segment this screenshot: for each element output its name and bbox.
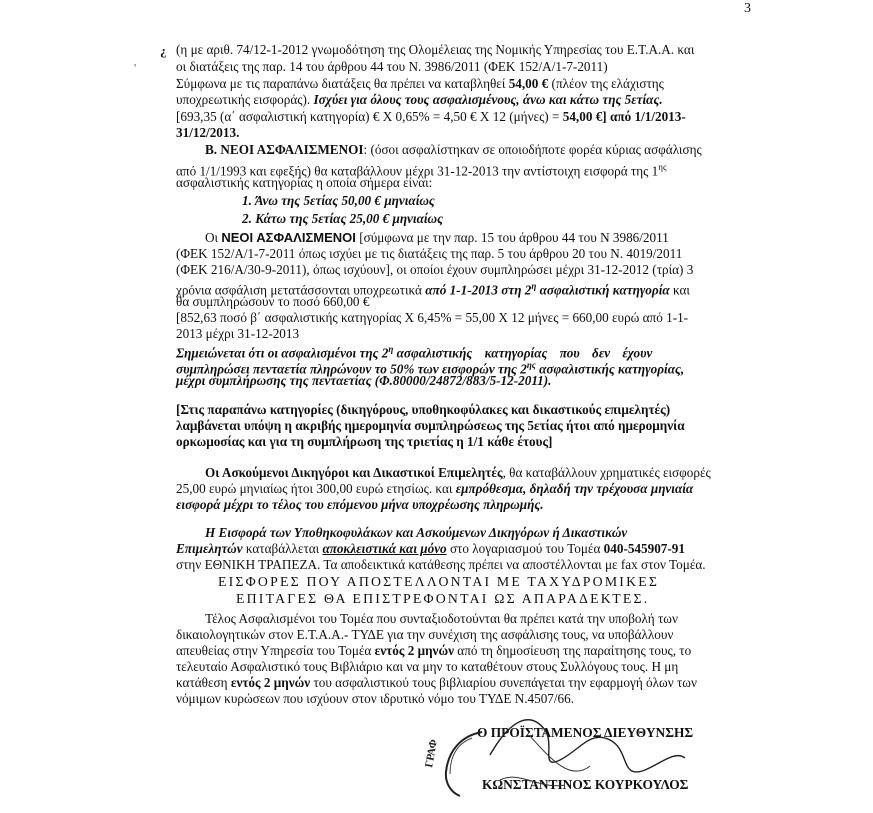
retire-line-3 bbox=[176, 644, 691, 659]
text: ασφαλιστικής κατηγορίας, bbox=[539, 361, 685, 377]
text: απευθείας στην Υπηρεσία του Τομέα bbox=[176, 643, 372, 658]
new-insured-line-2: (ΦΕΚ 152/Α/1-7-2011 όπως ισχύει με τις διατάξεις της παρ. 5 του άρθρου 20 του Ν. 4019/2011 bbox=[176, 246, 683, 261]
trainee-title: Οι Ασκούμενοι Δικηγόροι και Δικαστικοί Επιμελητές bbox=[205, 465, 503, 480]
retire-line-1: Τέλος Ασφαλισμένοι του Τομέα που συνταξιοδοτούνται θα πρέπει κατά την υποβολή των bbox=[205, 611, 678, 626]
text: Σύμφωνα με τις παραπάνω διατάξεις θα πρέπει να καταβληθεί bbox=[176, 76, 506, 91]
new-insured-line-5: θα συμπληρώσουν το ποσό 660,00 € bbox=[176, 294, 370, 309]
text: κατάθεση bbox=[176, 675, 228, 690]
text: [σύμφωνα με την παρ. 15 του άρθρου 44 του Ν 3986/2011 bbox=[359, 230, 669, 245]
payment-line-1: Η Εισφορά των Υποθηκοφυλάκων και Ασκούμενων Δικηγόρων ή Δικαστικών bbox=[205, 525, 628, 540]
period-end: 31/12/2013. bbox=[176, 125, 240, 140]
timely-payment: εμπρόθεσμα, δηλαδή την τρέχουσα μηνιαία bbox=[455, 481, 694, 496]
signatory-title: Ο ΠΡΟΪΣΤΑΜΕΝΟΣ ΔΙΕΥΘΥΝΣΗΣ bbox=[477, 725, 694, 740]
transfer-date: από 1-1-2013 στη 2 bbox=[425, 282, 532, 298]
note-line-3: μέχρι συμπλήρωσης της πενταετίας (Φ.80000/24872/883/5-12-2011). bbox=[176, 373, 552, 388]
warning-line-2: ΕΠΙΤΑΓΕΣ ΘΑ ΕΠΙΣΤΡΕΦΟΝΤΑΙ ΩΣ ΑΠΑΡΑΔΕΚΤΕΣ. bbox=[236, 591, 650, 606]
text: : (όσοι ασφαλίστηκαν σε οποιοδήποτε φορέα κύριας ασφάλισης bbox=[363, 142, 702, 157]
trainee-line-3: εισφορά μέχρι το τέλος του επόμενου μήνα υποχρέωσης πληρωμής. bbox=[176, 497, 544, 512]
text: του ασφαλιστικού τους βιβλιαρίου συνεπάγεται την εφαρμογή όλων των bbox=[313, 675, 697, 690]
payment-line-3: στην ΕΘΝΙΚΗ ΤΡΑΠΕΖΑ. Τα αποδεικτικά κατάθεσης πρέπει να αποστέλλονται με fax στον Τομέα. bbox=[176, 557, 706, 572]
text: από τη δημοσίευση της παραίτησης τους, το bbox=[457, 643, 692, 658]
period-start: από 1/1/2013- bbox=[610, 109, 686, 124]
trainee-line-2 bbox=[176, 482, 693, 497]
text: συμπληρώσει πενταετία πληρώνουν το 50% των εισφορών της 2 bbox=[176, 361, 527, 377]
second-category: ασφαλιστική κατηγορία bbox=[539, 282, 670, 298]
para-a-line-5 bbox=[176, 110, 686, 125]
text: Επιμελητών bbox=[176, 541, 243, 556]
section-b-line-3: ασφαλιστικής κατηγορίας η οποία σήμερα είναι: bbox=[176, 175, 433, 190]
text: [693,35 (α΄ ασφαλιστική κατηγορία) € Χ 0,65% = 4,50 € Χ 12 (μήνες) = bbox=[176, 109, 560, 124]
para-a-line-2: οι διατάξεις της παρ. 14 του άρθρου 44 του Ν. 3986/2011 (ΦΕΚ 152/Α/1-7-2011) bbox=[176, 59, 608, 74]
trainee-line-1 bbox=[205, 466, 711, 481]
section-b-heading bbox=[205, 143, 702, 158]
exclusively: αποκλειστικά και μόνο bbox=[322, 541, 447, 556]
text: Οι bbox=[205, 230, 219, 245]
new-insured-title: ΝΕΟΙ ΑΣΦΑΛΙΣΜΕΝΟΙ bbox=[221, 230, 356, 245]
margin-mark-top: ¿ bbox=[160, 43, 167, 58]
margin-mark-left: ʿ bbox=[133, 61, 138, 76]
text: 25,00 ευρώ μηνιαίως ήτοι 300,00 ευρώ ετησίως. και bbox=[176, 481, 453, 496]
account-number: 040-545907-91 bbox=[603, 541, 685, 556]
retire-line-6: νόμιμων κυρώσεων που ισχύουν στον ιδρυτικό νόμο του ΤΥΔΕ Ν.4507/66. bbox=[176, 691, 575, 706]
text: χρόνια ασφάλιση μετατάσσονται υποχρεωτικά bbox=[176, 282, 422, 298]
text: υποχρεωτικής εισφοράς). bbox=[176, 92, 311, 107]
amount-54: 54,00 € bbox=[508, 76, 549, 91]
section-b-title: Β. ΝΕΟΙ ΑΣΦΑΛΙΣΜΕΝΟΙ bbox=[205, 142, 364, 157]
new-insured-line-1 bbox=[205, 231, 669, 246]
category-under-5-years: 2. Κάτω της 5ετίας 25,00 € μηνιαίως bbox=[242, 211, 443, 226]
superscript: ης bbox=[526, 360, 536, 370]
retire-line-5 bbox=[176, 676, 697, 691]
bracket-note-line-1: [Στις παραπάνω κατηγορίες (δικηγόρους, υποθηκοφύλακες και δικαστικούς επιμελητές) bbox=[176, 402, 671, 417]
superscript: η bbox=[531, 281, 537, 291]
bracket-note-line-3: ορκωμοσίας και για τη συμπλήρωση της τριετίας η 1/1 κάθε έτους] bbox=[176, 434, 553, 449]
text: καταβάλλεται bbox=[245, 541, 320, 556]
within-2-months: εντός 2 μηνών bbox=[230, 675, 311, 690]
text: στο λογαριασμού του Τομέα bbox=[449, 541, 601, 556]
text: (πλέον της ελάχιστης bbox=[551, 76, 664, 91]
amount-54-bracket: 54,00 €] bbox=[562, 109, 607, 124]
signatory-name: ΚΩΝΣΤΑΝΤΙΝΟΣ ΚΟΥΡΚΟΥΛΟΣ bbox=[482, 777, 689, 792]
category-over-5-years: 1. Άνω της 5ετίας 50,00 € μηνιαίως bbox=[242, 193, 435, 208]
page-number: 3 bbox=[744, 1, 751, 16]
superscript: ης bbox=[658, 162, 667, 172]
text: ασφαλιστικής κατηγορίας που δεν έχουν bbox=[396, 345, 653, 361]
new-insured-line-6: [852,63 ποσό β΄ ασφαλιστικής κατηγορίας Χ 6,45% = 55,00 Χ 12 μήνες = 660,00 ευρώ από 1-1- bbox=[176, 310, 689, 325]
para-a-line-3 bbox=[176, 77, 664, 92]
new-insured-line-7: 2013 μέχρι 31-12-2013 bbox=[176, 326, 300, 341]
payment-line-2 bbox=[176, 542, 685, 557]
superscript: η bbox=[388, 344, 394, 354]
para-a-line-1: (η με αριθ. 74/12-1-2012 γνωμοδότηση της Ολομέλειας της Νομικής Υπηρεσίας του Ε.Τ.Α.Α. και bbox=[176, 42, 695, 57]
retire-line-4: τελευταίο Ασφαλιστικό τους Βιβλιάριο και να μην το καταθέτουν στους Συλλόγους τους. Η μη bbox=[176, 659, 679, 674]
para-a-line-4 bbox=[176, 93, 663, 108]
text: και bbox=[672, 282, 690, 298]
text: Σημειώνεται ότι οι ασφαλισμένοι της 2 bbox=[176, 345, 389, 361]
signature-icon bbox=[470, 700, 700, 800]
bracket-note-line-2: λαμβάνεται υπόψη η ακριβής ημερομηνία συμπληρώσεως της 5ετίας ήτοι από ημερομηνία bbox=[176, 418, 685, 433]
warning-line-1: ΕΙΣΦΟΡΕΣ ΠΟΥ ΑΠΟΣΤΕΛΛΟΝΤΑΙ ΜΕ ΤΑΧΥΔΡΟΜΙΚΕΣ bbox=[218, 574, 660, 589]
within-2-months: εντός 2 μηνών bbox=[374, 643, 454, 658]
new-insured-line-3: (ΦΕΚ 216/Α/30-9-2011), όπως ισχύουν], οι οποίοι έχουν συμπληρώσει μέχρι 31-12-2012 (τρία) 3 bbox=[176, 262, 694, 277]
validity-note: Ισχύει για όλους τους ασφαλισμένους, άνω και κάτω της 5ετίας. bbox=[313, 92, 663, 107]
text: , θα καταβάλλουν χρηματικές εισφορές bbox=[502, 465, 711, 480]
stamp-lettering: ΓΡΑΦ bbox=[423, 738, 440, 769]
text: από 1/1/1993 και εφεξής) θα καταβάλλουν μέχρι 31-12-2013 την αντίστοιχη εισφορά της 1 bbox=[176, 163, 659, 179]
retire-line-2: δικαιολογητικών στον Ε.Τ.Α.Α.- ΤΥΔΕ για την συνέχιση της ασφάλισης τους, να υποβάλλουν bbox=[176, 627, 674, 642]
